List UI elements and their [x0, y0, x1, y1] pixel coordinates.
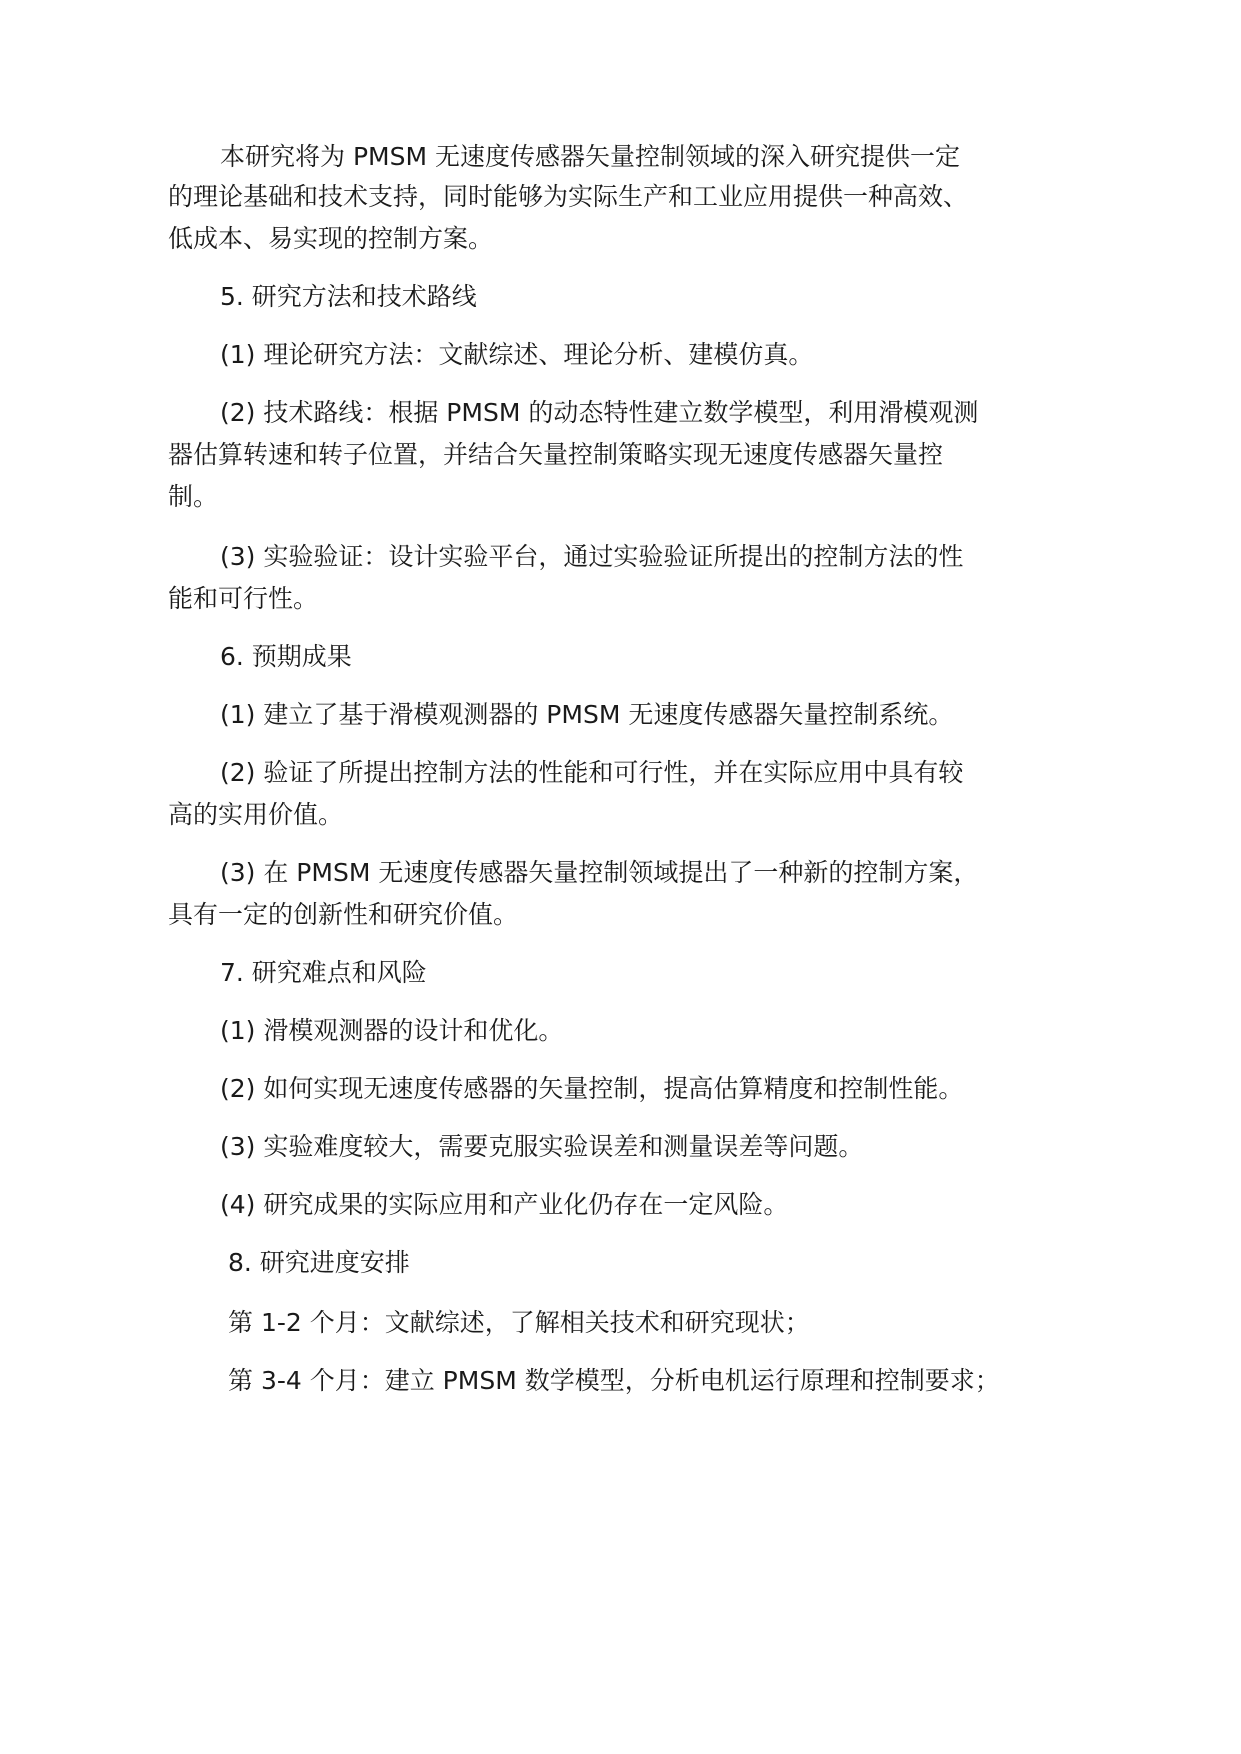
- schedule-item: 第 3-4 个月：建立 PMSM 数学模型，分析电机运行原理和控制要求；: [228, 1366, 1000, 1395]
- list-item-continuation: 具有一定的创新性和研究价值。: [168, 900, 519, 929]
- list-item-continuation: 制。: [168, 482, 219, 511]
- list-item-continuation: 高的实用价值。: [168, 800, 344, 829]
- list-item-continuation: 能和可行性。: [168, 584, 319, 613]
- list-item: (1) 建立了基于滑模观测器的 PMSM 无速度传感器矢量控制系统。: [220, 700, 954, 729]
- list-item: (1) 滑模观测器的设计和优化。: [220, 1016, 564, 1045]
- list-item: (2) 验证了所提出控制方法的性能和可行性，并在实际应用中具有较: [220, 758, 964, 787]
- paragraph-line: 本研究将为 PMSM 无速度传感器矢量控制领域的深入研究提供一定: [220, 142, 960, 171]
- section-heading: 5. 研究方法和技术路线: [220, 282, 477, 311]
- schedule-item: 第 1-2 个月：文献综述，了解相关技术和研究现状；: [228, 1308, 810, 1337]
- list-item: (3) 实验验证：设计实验平台，通过实验验证所提出的控制方法的性: [220, 542, 964, 571]
- list-item: (3) 实验难度较大，需要克服实验误差和测量误差等问题。: [220, 1132, 864, 1161]
- paragraph-line: 低成本、易实现的控制方案。: [168, 224, 494, 253]
- list-item: (2) 技术路线：根据 PMSM 的动态特性建立数学模型，利用滑模观测: [220, 398, 979, 427]
- section-heading: 6. 预期成果: [220, 642, 352, 671]
- list-item: (3) 在 PMSM 无速度传感器矢量控制领域提出了一种新的控制方案，: [220, 858, 979, 887]
- list-item: (2) 如何实现无速度传感器的矢量控制，提高估算精度和控制性能。: [220, 1074, 964, 1103]
- list-item-continuation: 器估算转速和转子位置，并结合矢量控制策略实现无速度传感器矢量控: [168, 440, 944, 469]
- section-heading: 8. 研究进度安排: [228, 1248, 410, 1277]
- list-item: (1) 理论研究方法：文献综述、理论分析、建模仿真。: [220, 340, 814, 369]
- paragraph-line: 的理论基础和技术支持，同时能够为实际生产和工业应用提供一种高效、: [168, 182, 969, 211]
- section-heading: 7. 研究难点和风险: [220, 958, 427, 987]
- list-item: (4) 研究成果的实际应用和产业化仍存在一定风险。: [220, 1190, 789, 1219]
